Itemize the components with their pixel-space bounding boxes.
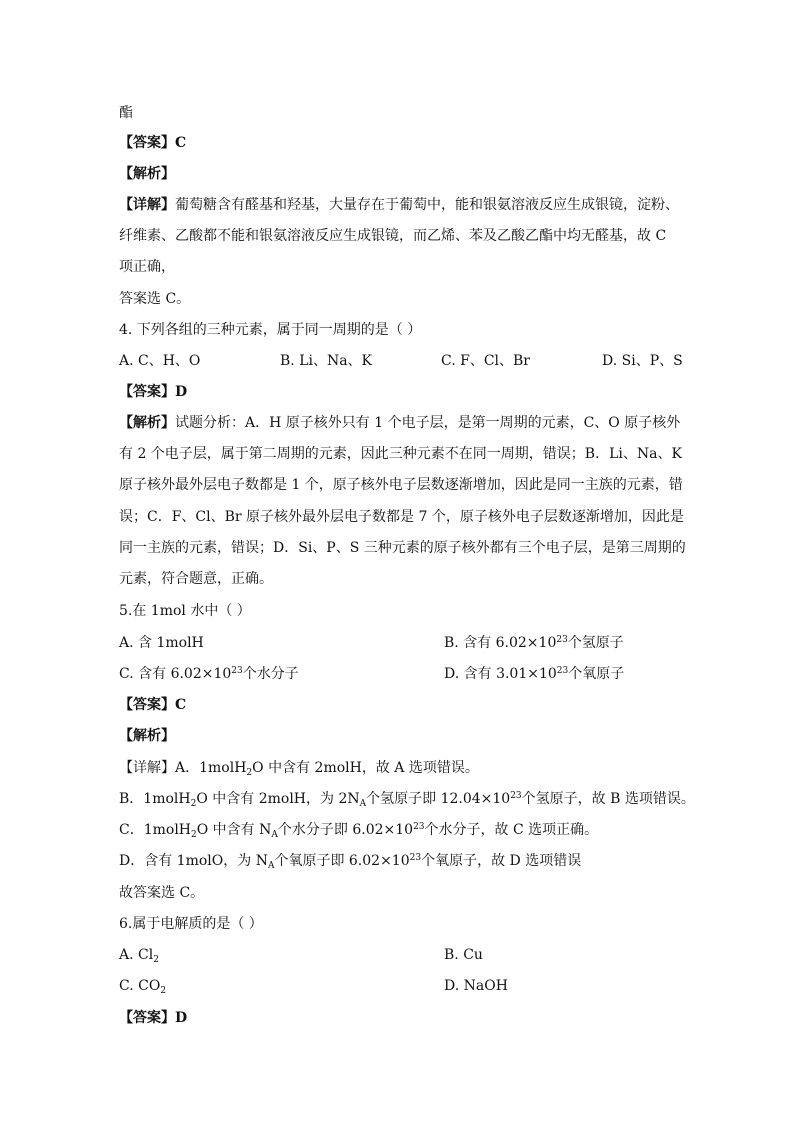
q3-analysis-label: 【解析】 (119, 166, 175, 182)
q4-option-a: A. C、H、O (119, 353, 201, 369)
q5-option-c: C. 含有 $6.02\times 10^{23}$个水分子 (119, 666, 299, 682)
q5-detail-d: D．含有 1molO，为 $N_A$个氧原子即 $6.02\times 10^{23}$个氧原子，故 D 选项错误 (119, 853, 582, 871)
q6-stem: 6.属于电解质的是（ ） (119, 916, 263, 932)
q5-option-d: D. 含有 $3.01\times 10^{23}$个氧原子 (444, 666, 625, 682)
q5-option-b: B. 含有 $6.02\times 10^{23}$个氢原子 (444, 635, 624, 651)
q3-answer: 【答案】C (119, 135, 187, 151)
detail-label: 【详解】 (119, 197, 175, 213)
q5-detail-a: 【详解】A．1molH$_2$O 中含有 2molH，故 A 选项错误。 (119, 760, 479, 778)
q5-conclusion: 故答案选 C。 (119, 885, 205, 901)
q6-option-b: B. Cu (444, 947, 483, 963)
q4-analysis-line-6: 元素，符合题意，正确。 (119, 571, 273, 587)
q5-stem: 5.在 1mol 水中（ ） (119, 603, 251, 619)
q6-option-a: A. $Cl_2$ (119, 947, 159, 965)
q6-option-d: D. NaOH (444, 978, 508, 994)
q3-detail-line-1 (119, 196, 679, 214)
q3-detail-line-2: 纤维素、乙酸都不能和银氨溶液反应生成银镜，而乙烯、苯及乙酸乙酯中均无醛基，故 C (119, 228, 667, 244)
q3-conclusion: 答案选 C。 (119, 291, 191, 307)
q4-option-c: C. F、Cl、Br (441, 353, 530, 369)
detail-text: 葡萄糖含有醛基和羟基，大量存在于葡萄中，能和银氨溶液反应生成银镜，淀粉、 (175, 197, 679, 213)
q4-analysis-line-4: 误；C．F、Cl、Br 原子核外最外层电子数都是 7 个，原子核外电子层数逐渐增加，因此是 (119, 509, 684, 525)
q6-answer: 【答案】D (119, 1010, 188, 1026)
q3-detail-line-3: 项正确， (119, 259, 175, 275)
q4-analysis-line-3: 原子核外最外层电子数都是 1 个，原子核外电子层数逐渐增加，因此是同一主族的元素，错 (119, 477, 683, 493)
q4-answer: 【答案】D (119, 384, 188, 400)
q4-option-b: B. Li、Na、K (280, 353, 373, 369)
analysis-label: 【解析】 (119, 415, 175, 431)
q5-answer: 【答案】C (119, 697, 187, 713)
q4-analysis-line-5: 同一主族的元素，错误；D．Si、P、S 三种元素的原子核外都有三个电子层，是第三周期的 (119, 540, 686, 556)
top-fragment: 酯 (119, 105, 133, 121)
q5-analysis-label: 【解析】 (119, 728, 175, 744)
q4-option-d: D. Si、P、S (602, 353, 683, 369)
q5-option-a: A. 含 1molH (119, 635, 204, 651)
analysis-text: 试题分析：A．H 原子核外只有 1 个电子层，是第一周期的元素，C、O 原子核外 (175, 415, 681, 431)
q5-detail-c: C．1molH$_2$O 中含有 $N_A$个水分子即 $6.02\times 10^{23}$个水分子，故 C 选项正确。 (119, 822, 599, 840)
q5-detail-b: B．1molH$_2$O 中含有 2molH，为 $2N_A$个氢原子即 $12.04\times 10^{23}$个氢原子，故 B 选项错误。 (119, 791, 695, 809)
q6-option-c: C. $CO_2$ (119, 978, 167, 996)
q4-analysis-line-2: 有 2 个电子层，属于第二周期的元素，因此三种元素不在同一周期，错误；B．Li、Na、K (119, 446, 682, 462)
q4-stem: 4. 下列各组的三种元素，属于同一周期的是（ ） (119, 322, 422, 338)
q4-analysis-line-1 (119, 414, 680, 432)
